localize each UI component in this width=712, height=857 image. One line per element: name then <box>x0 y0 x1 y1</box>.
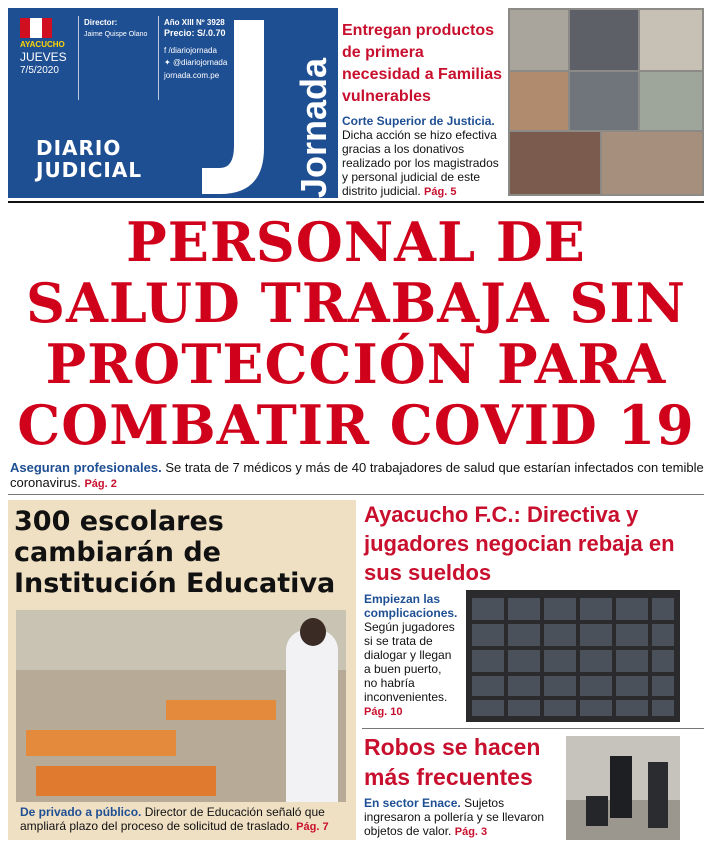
schools-headline-line: Institución Educativa <box>14 568 336 599</box>
donations-photo-collage <box>508 8 704 196</box>
schools-headline-line: cambiarán de <box>14 537 221 568</box>
schools-story-body: Director de Educación señaló que ampliará plazo del proceso de solicitud de traslado. <box>20 805 325 833</box>
brand-line-2: JUDICIAL <box>36 158 143 182</box>
year-number: Año XIII Nº 3928 <box>164 18 225 27</box>
peru-flag-icon <box>20 18 52 38</box>
schools-story-text <box>20 805 354 834</box>
football-story-text <box>364 592 458 719</box>
football-story-page-ref[interactable]: Pág. 10 <box>364 706 403 718</box>
schools-headline[interactable] <box>14 506 354 599</box>
jornada-logo-word: Jornada <box>293 57 334 198</box>
masthead-weekday: JUEVES <box>20 50 67 64</box>
top-story-lead: Corte Superior de Justicia. <box>342 114 495 128</box>
football-story-body: Según jugadores si se trata de dialogar y llegan a buen puerto, no habría inconvenientes. <box>364 620 455 704</box>
top-story-headline[interactable]: Entregan productos de primera necesidad a Familias vulnerables <box>342 22 503 105</box>
twitter-icon: ✦ <box>164 58 173 67</box>
main-headline[interactable] <box>0 212 712 456</box>
main-headline-line: PERSONAL DE <box>126 210 586 274</box>
masthead <box>8 8 338 198</box>
schools-story-lead: De privado a público. <box>20 805 142 819</box>
football-story-lead: Empiezan las complicaciones. <box>364 592 458 620</box>
facebook-handle[interactable]: f /diariojornada <box>164 46 217 55</box>
robbery-headline[interactable]: Robos se hacen más frecuentes <box>364 734 541 790</box>
robbery-story-text <box>364 796 564 839</box>
main-story-body: Se trata de 7 médicos y más de 40 trabajadores de salud que estarían infectados con temible coronavirus. <box>10 460 704 490</box>
robbery-story-body: Sujetos ingresaron a pollería y se llevaron objetos de valor. <box>364 796 545 838</box>
brand-line-1: DIARIO <box>36 136 122 160</box>
facebook-icon: f <box>164 46 169 55</box>
schools-headline-line: 300 escolares <box>14 506 224 537</box>
main-headline-line: COMBATIR COVID 19 <box>17 393 695 457</box>
robbery-story-lead: En sector Enace. <box>364 796 461 810</box>
main-story-page-ref[interactable]: Pág. 2 <box>84 478 117 490</box>
video-call-photo <box>466 590 680 722</box>
jornada-logo-j-icon <box>198 18 268 196</box>
director-label: Director: <box>84 18 118 27</box>
football-headline[interactable]: Ayacucho F.C.: Directiva y jugadores negocian rebaja en sus sueldos <box>364 502 675 585</box>
top-story-body: Dicha acción se hizo efectiva gracias a los donativos realizado por los magistrados y personal judicial de este distrito judicial. <box>342 128 499 198</box>
masthead-divider <box>78 16 79 100</box>
twitter-handle[interactable]: ✦ @diariojornada <box>164 58 228 67</box>
masthead-divider <box>158 16 159 100</box>
masthead-city: AYACUCHO <box>20 40 65 49</box>
masthead-date: 7/5/2020 <box>20 65 59 76</box>
police-photo <box>566 736 680 840</box>
main-story-lead: Aseguran profesionales. <box>10 460 162 475</box>
schools-story-page-ref[interactable]: Pág. 7 <box>296 821 329 833</box>
price: Precio: S/.0.70 <box>164 28 226 38</box>
main-story-text <box>10 460 704 492</box>
website-link[interactable]: jornada.com.pe <box>164 71 220 80</box>
director-name: Jaime Quispe Olano <box>84 31 148 38</box>
top-story-text <box>342 114 506 199</box>
main-headline-line: SALUD TRABAJA SIN <box>26 271 686 335</box>
main-headline-line: PROTECCIÓN PARA <box>45 332 667 396</box>
robbery-story-page-ref[interactable]: Pág. 3 <box>454 826 488 838</box>
classroom-photo <box>16 610 346 802</box>
top-story-page-ref[interactable]: Pág. 5 <box>424 186 457 198</box>
